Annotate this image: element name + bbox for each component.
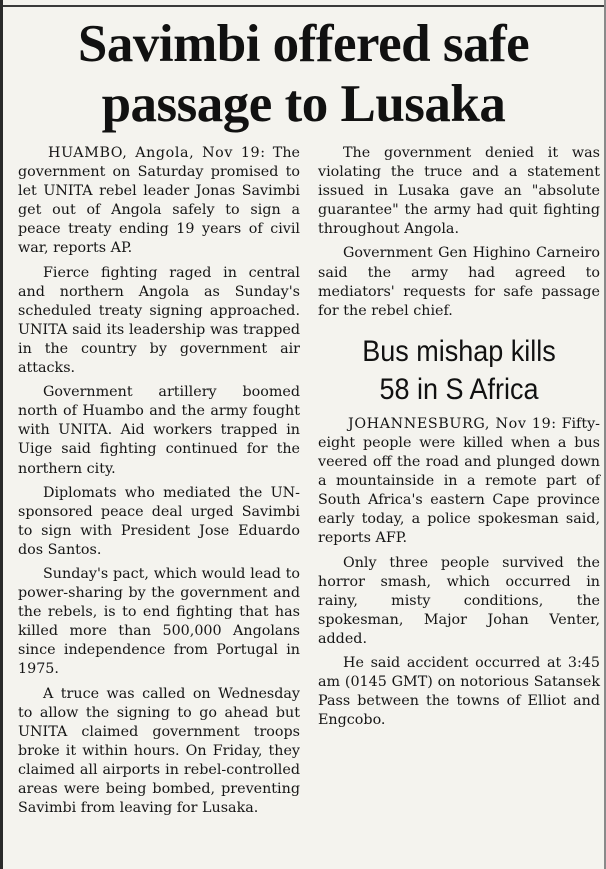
article2-paragraph-1 (318, 415, 600, 549)
article2-headline-line2: 58 in S Africa (379, 372, 539, 406)
article2-headline-line1: Bus mishap kills (362, 334, 556, 368)
article1-paragraph-5: Sunday's pact, which would lead to power-sharing by the government and the rebels, is to end fighting that has killed more than 500,000 Angolans since independence from Portugal in 1975. (18, 565, 300, 678)
article1-paragraph-7: The government denied it was violating the truce and a statement issued in Lusaka gave an "absolute guarantee" the army had quit fighting throughout Angola. (318, 145, 600, 238)
article1-body-1: The government on Saturday promised to let UNITA rebel leader Jonas Savimbi get out of Angola safely to sign a peace treaty ending 19 years of civil war, reports AP. (18, 145, 301, 257)
article2-headline (332, 333, 586, 409)
article2-body-1: Fifty-eight people were killed when a bus veered off the road and plunged down a mountainside in a remote part of South Africa's eastern Cape province early today, a police spokesman said, reports AFP. (318, 415, 600, 547)
article1-paragraph-1 (18, 144, 300, 259)
article1-paragraph-2: Fierce fighting raged in central and northern Angola as Sunday's scheduled treaty signing approached. UNITA said its leadership was trapped in the country by government air attacks. (18, 264, 300, 377)
article2-dateline: JOHANNESBURG, Nov 19: (348, 415, 557, 432)
top-rule (3, 5, 604, 7)
article1-paragraph-4: Diplomats who mediated the UN-sponsored peace deal urged Savimbi to sign with President Jose Eduardo dos Santos. (18, 484, 300, 558)
article1-paragraph-3: Government artillery boomed north of Huambo and the army fought with UNITA. Aid workers trapped in Uige said fighting continued for the northern city. (18, 384, 300, 477)
article2-paragraph-3: He said accident occurred at 3:45 am (0145 GMT) on notorious Satansek Pass between the towns of Elliot and Engcobo. (318, 654, 600, 729)
article1-headline: Savimbi offered safe passage to Lusaka (77, 15, 530, 133)
left-column (18, 144, 300, 818)
right-column (318, 144, 600, 730)
article1-dateline: HUAMBO, Angola, Nov 19: (48, 145, 266, 161)
article2-paragraph-2: Only three people survived the horror smash, which occurred in rainy, misty conditions, the spokesman, Major Johan Venter, added. (318, 554, 600, 647)
article1-paragraph-8: Government Gen Highino Carneiro said the army had agreed to mediators' requests for safe passage for the rebel chief. (318, 245, 600, 319)
article1-paragraph-6: A truce was called on Wednesday to allow the signing to go ahead but UNITA claimed government troops broke it within hours. On Friday, they claimed all airports in rebel-controlled areas were being bombed, preventing Savimbi from leaving for Lusaka. (18, 685, 300, 817)
